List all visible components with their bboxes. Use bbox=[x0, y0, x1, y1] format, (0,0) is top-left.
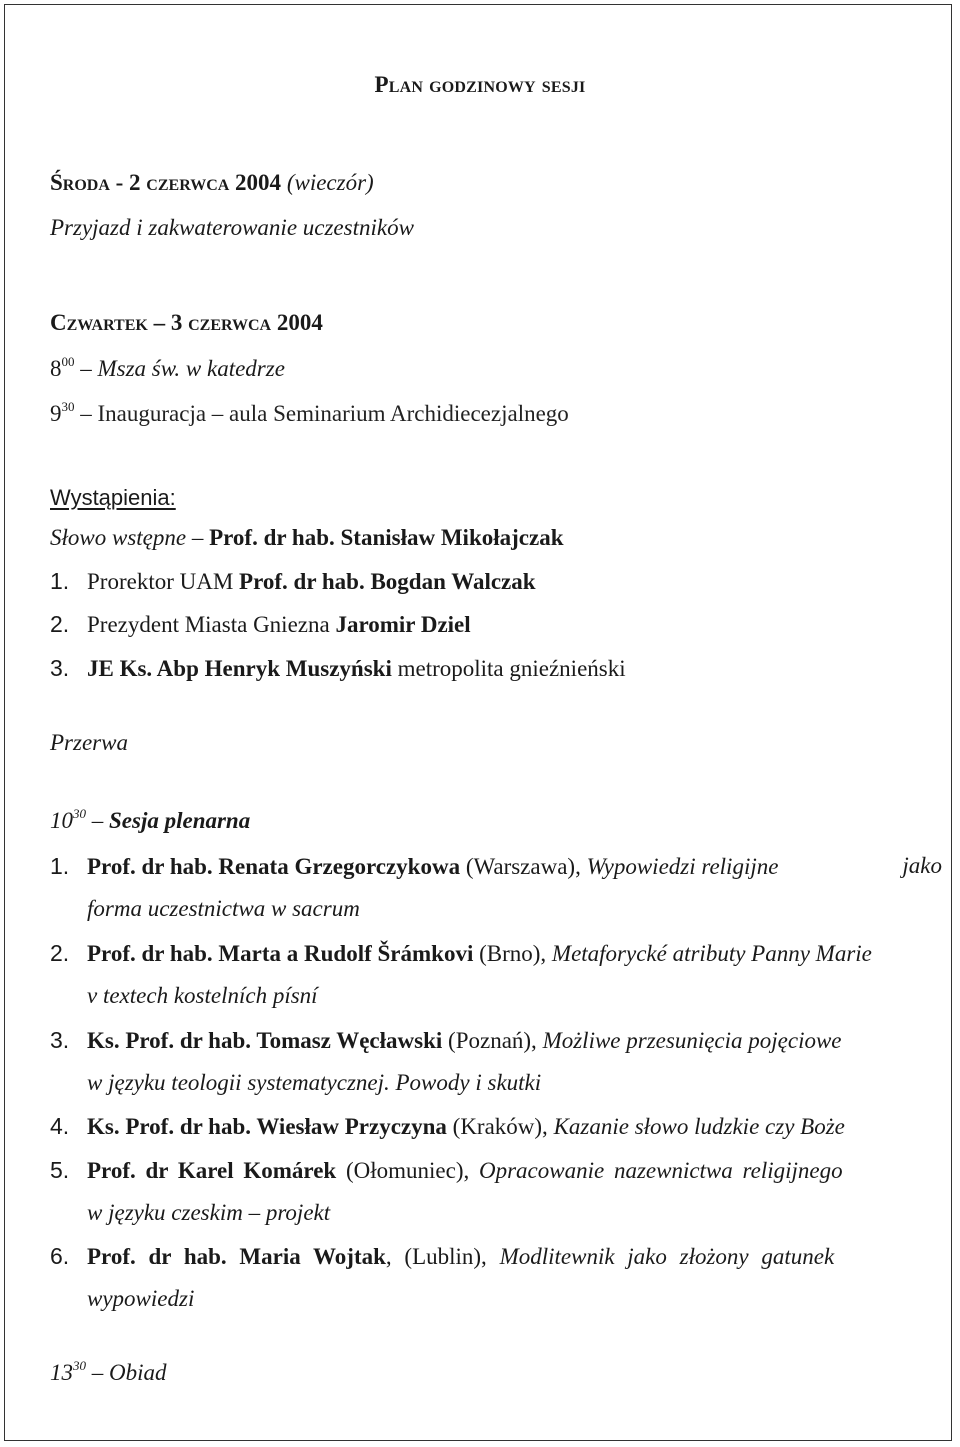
talk-item bbox=[50, 1242, 834, 1271]
plenary-heading bbox=[50, 807, 250, 835]
intro-line bbox=[50, 524, 564, 552]
lunch-text: – Obiad bbox=[91, 1360, 167, 1385]
wednesday-date: Środa - 2 czerwca 2004 bbox=[50, 170, 282, 195]
mass-text: – Msza św. w katedrze bbox=[80, 356, 285, 381]
wednesday-heading bbox=[50, 169, 374, 197]
talk-item bbox=[50, 1026, 842, 1055]
mass-line bbox=[50, 355, 285, 383]
talk-place: (Poznań), bbox=[448, 1028, 537, 1053]
talk-speaker: Prof. dr hab. Maria Wojtak bbox=[87, 1244, 386, 1269]
speech-name: JE Ks. Abp Henryk Muszyński bbox=[87, 656, 392, 681]
speech-item bbox=[50, 610, 471, 639]
speech-item bbox=[50, 654, 626, 683]
speech-number: 1. bbox=[50, 568, 70, 594]
talk-number: 5. bbox=[50, 1157, 70, 1183]
talk-title: Metaforycké atributy Panny Marie bbox=[551, 941, 872, 966]
talk-title-cont: w języku teologii systematycznej. Powody i skutki bbox=[87, 1070, 542, 1095]
inauguration-minutes: 30 bbox=[61, 399, 75, 414]
intro-label: Słowo wstępne – bbox=[50, 525, 204, 550]
speech-note: metropolita gnieźnieński bbox=[397, 656, 626, 681]
talk-title: Kazanie słowo ludzkie czy Boże bbox=[553, 1114, 845, 1139]
arrival-text: Przyjazd i zakwaterowanie uczestników bbox=[50, 215, 414, 240]
talk-item bbox=[50, 1156, 843, 1185]
talk-title: Modlitewnik jako złożony gatunek bbox=[499, 1244, 835, 1269]
talk-item bbox=[50, 1112, 845, 1141]
talk-title: Wypowiedzi religijne bbox=[586, 854, 779, 879]
talk-place: (Kraków), bbox=[452, 1114, 548, 1139]
talk-place: , (Lublin), bbox=[385, 1244, 487, 1269]
break-label: Przerwa bbox=[50, 730, 128, 755]
talk-place: (Brno), bbox=[479, 941, 547, 966]
lunch-hour: 13 bbox=[50, 1360, 73, 1385]
talk-speaker: Prof. dr hab. Renata Grzegorczykowa bbox=[87, 854, 461, 879]
speech-item bbox=[50, 567, 536, 596]
speech-name: Jaromir Dziel bbox=[335, 612, 471, 637]
talk-title-cont: v textech kostelních písní bbox=[87, 983, 318, 1008]
mass-hour: 8 bbox=[50, 356, 62, 381]
talk-item bbox=[50, 852, 942, 881]
talk-title-end: jako bbox=[902, 853, 942, 878]
talk-place: (Ołomuniec), bbox=[345, 1158, 470, 1183]
lunch-minutes: 30 bbox=[73, 1358, 86, 1373]
speech-name: Prof. dr hab. Bogdan Walczak bbox=[239, 569, 536, 594]
talk-speaker: Prof. dr Karel Komárek bbox=[87, 1158, 337, 1183]
plenary-label: Sesja plenarna bbox=[109, 808, 251, 833]
mass-minutes: 00 bbox=[61, 354, 75, 369]
talk-number: 6. bbox=[50, 1243, 70, 1269]
inauguration-text: – Inauguracja – aula Seminarium Archidiecezjalnego bbox=[80, 401, 569, 426]
talk-number: 1. bbox=[50, 853, 70, 879]
speech-number: 3. bbox=[50, 655, 70, 681]
thursday-heading: Czwartek – 3 czerwca 2004 bbox=[50, 310, 323, 335]
speeches-heading: Wystąpienia: bbox=[50, 485, 176, 510]
talk-number: 3. bbox=[50, 1027, 70, 1053]
talk-title-cont: w języku czeskim – projekt bbox=[87, 1200, 331, 1225]
lunch-line bbox=[50, 1359, 167, 1387]
talk-number: 2. bbox=[50, 940, 70, 966]
talk-title-cont: wypowiedzi bbox=[87, 1286, 195, 1311]
plenary-hour: 10 bbox=[50, 808, 73, 833]
talk-speaker: Prof. dr hab. Marta a Rudolf Šrámkovi bbox=[87, 941, 474, 966]
speech-number: 2. bbox=[50, 611, 70, 637]
talk-title: Opracowanie nazewnictwa religijnego bbox=[478, 1158, 843, 1183]
talk-speaker: Ks. Prof. dr hab. Tomasz Węcławski bbox=[87, 1028, 443, 1053]
intro-name: Prof. dr hab. Stanisław Mikołajczak bbox=[209, 525, 564, 550]
inauguration-line bbox=[50, 400, 569, 428]
talk-speaker: Ks. Prof. dr hab. Wiesław Przyczyna bbox=[87, 1114, 447, 1139]
speech-role: Prorektor UAM bbox=[87, 569, 234, 594]
talk-title: Możliwe przesunięcia pojęciowe bbox=[542, 1028, 842, 1053]
plenary-minutes: 30 bbox=[73, 806, 86, 821]
plenary-dash: – bbox=[91, 808, 104, 833]
wednesday-evening: (wieczór) bbox=[286, 170, 374, 195]
talk-item bbox=[50, 939, 872, 968]
speech-role: Prezydent Miasta Gniezna bbox=[87, 612, 330, 637]
inauguration-hour: 9 bbox=[50, 401, 62, 426]
talk-number: 4. bbox=[50, 1113, 70, 1139]
talk-title-cont: forma uczestnictwa w sacrum bbox=[87, 896, 360, 921]
talk-place: (Warszawa), bbox=[465, 854, 581, 879]
page-title: Plan godzinowy sesji bbox=[374, 72, 586, 97]
